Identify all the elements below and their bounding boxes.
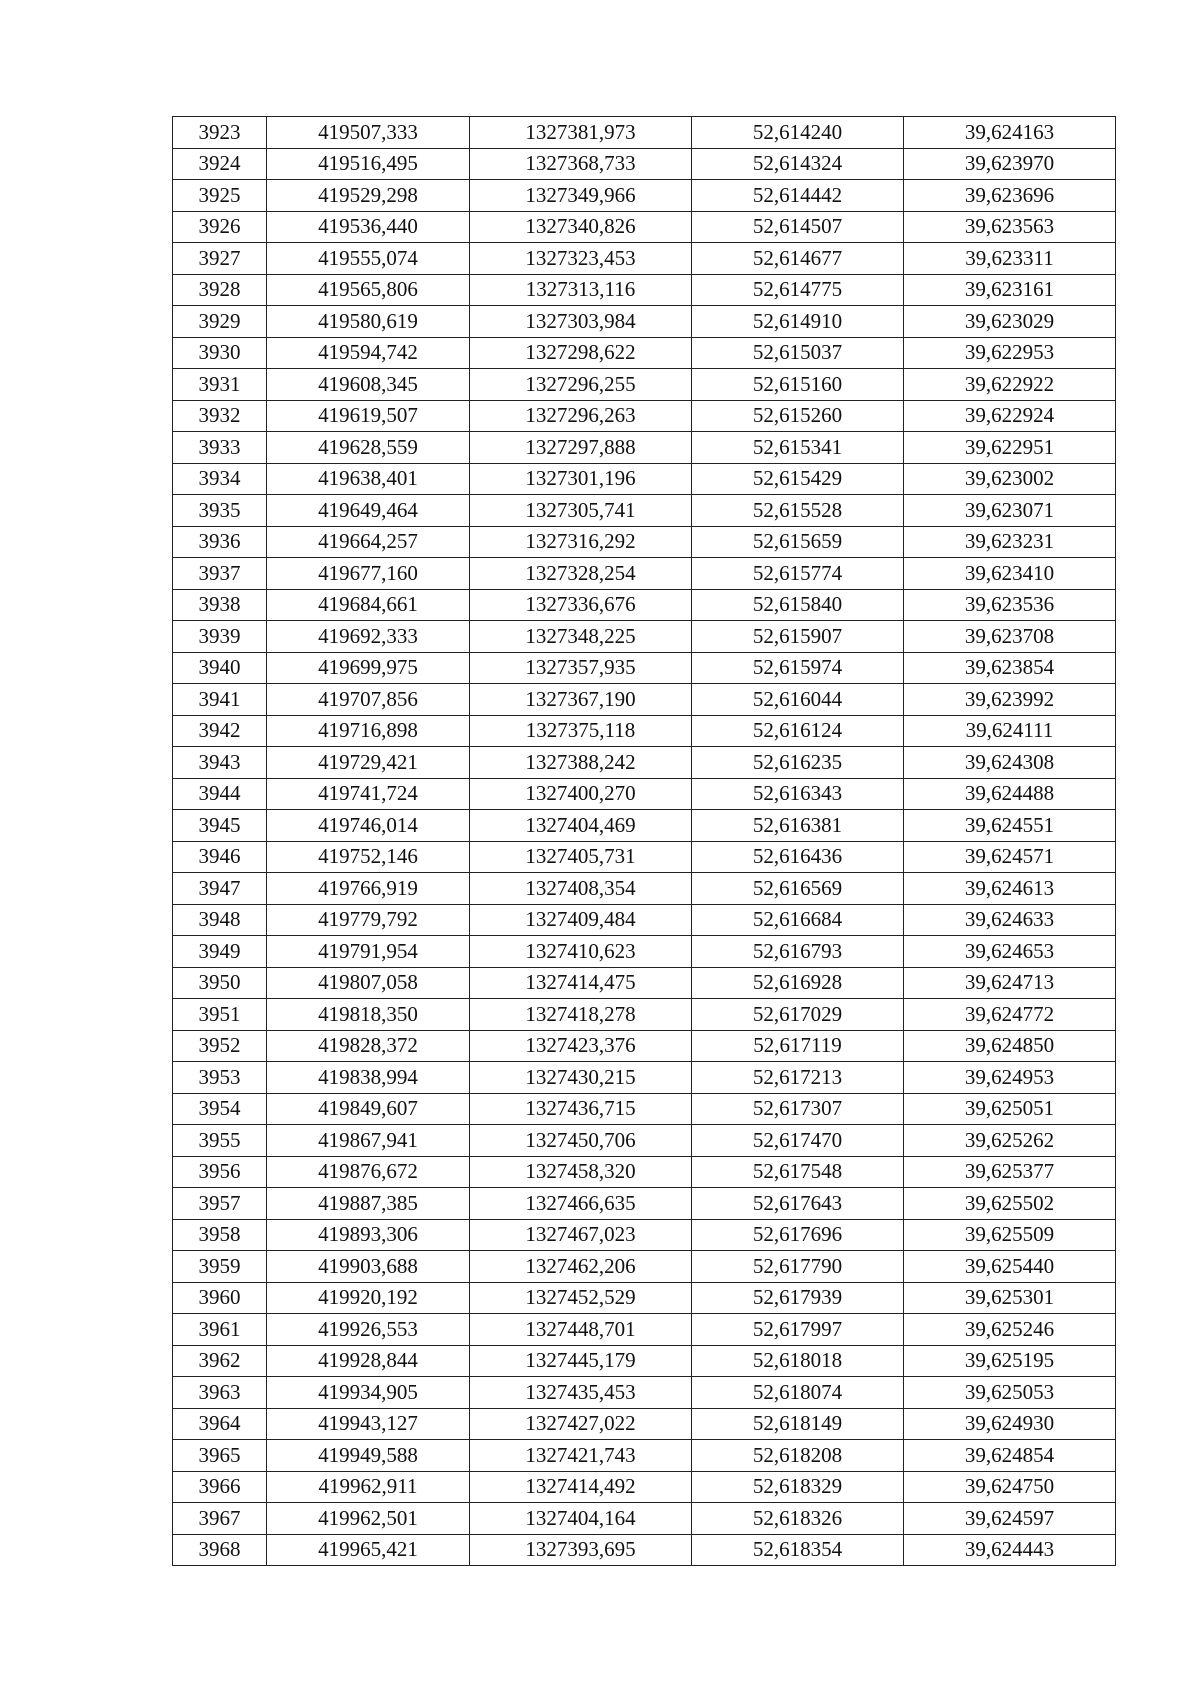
table-row	[173, 400, 1116, 432]
longitude-cell: 39,624571	[904, 841, 1116, 873]
x-coordinate-cell: 419594,742	[267, 337, 470, 369]
latitude-cell: 52,618018	[692, 1345, 904, 1377]
table-row	[173, 936, 1116, 968]
y-coordinate-cell: 1327348,225	[470, 621, 692, 653]
longitude-cell: 39,625262	[904, 1125, 1116, 1157]
table-row	[173, 1219, 1116, 1251]
y-coordinate-cell: 1327296,263	[470, 400, 692, 432]
table-row	[173, 715, 1116, 747]
latitude-cell: 52,615974	[692, 652, 904, 684]
x-coordinate-cell: 419928,844	[267, 1345, 470, 1377]
longitude-cell: 39,624111	[904, 715, 1116, 747]
y-coordinate-cell: 1327427,022	[470, 1408, 692, 1440]
point-number-cell: 3949	[173, 936, 267, 968]
point-number-cell: 3960	[173, 1282, 267, 1314]
longitude-cell: 39,623970	[904, 148, 1116, 180]
y-coordinate-cell: 1327414,492	[470, 1471, 692, 1503]
table-row	[173, 999, 1116, 1031]
x-coordinate-cell: 419791,954	[267, 936, 470, 968]
y-coordinate-cell: 1327388,242	[470, 747, 692, 779]
longitude-cell: 39,624930	[904, 1408, 1116, 1440]
x-coordinate-cell: 419516,495	[267, 148, 470, 180]
x-coordinate-cell: 419962,501	[267, 1503, 470, 1535]
point-number-cell: 3958	[173, 1219, 267, 1251]
longitude-cell: 39,625246	[904, 1314, 1116, 1346]
latitude-cell: 52,617790	[692, 1251, 904, 1283]
x-coordinate-cell: 419684,661	[267, 589, 470, 621]
longitude-cell: 39,625509	[904, 1219, 1116, 1251]
latitude-cell: 52,618149	[692, 1408, 904, 1440]
x-coordinate-cell: 419926,553	[267, 1314, 470, 1346]
table-row	[173, 526, 1116, 558]
longitude-cell: 39,623410	[904, 558, 1116, 590]
x-coordinate-cell: 419507,333	[267, 117, 470, 149]
point-number-cell: 3923	[173, 117, 267, 149]
table-row	[173, 369, 1116, 401]
x-coordinate-cell: 419920,192	[267, 1282, 470, 1314]
x-coordinate-cell: 419779,792	[267, 904, 470, 936]
longitude-cell: 39,623311	[904, 243, 1116, 275]
point-number-cell: 3956	[173, 1156, 267, 1188]
x-coordinate-cell: 419536,440	[267, 211, 470, 243]
y-coordinate-cell: 1327418,278	[470, 999, 692, 1031]
x-coordinate-cell: 419638,401	[267, 463, 470, 495]
point-number-cell: 3954	[173, 1093, 267, 1125]
longitude-cell: 39,622951	[904, 432, 1116, 464]
y-coordinate-cell: 1327368,733	[470, 148, 692, 180]
longitude-cell: 39,625195	[904, 1345, 1116, 1377]
latitude-cell: 52,617307	[692, 1093, 904, 1125]
latitude-cell: 52,616569	[692, 873, 904, 905]
point-number-cell: 3929	[173, 306, 267, 338]
latitude-cell: 52,616124	[692, 715, 904, 747]
latitude-cell: 52,616684	[692, 904, 904, 936]
latitude-cell: 52,615528	[692, 495, 904, 527]
table-row	[173, 306, 1116, 338]
coordinates-table-body	[173, 117, 1116, 1566]
point-number-cell: 3965	[173, 1440, 267, 1472]
y-coordinate-cell: 1327445,179	[470, 1345, 692, 1377]
point-number-cell: 3926	[173, 211, 267, 243]
longitude-cell: 39,623029	[904, 306, 1116, 338]
table-row	[173, 274, 1116, 306]
x-coordinate-cell: 419692,333	[267, 621, 470, 653]
x-coordinate-cell: 419838,994	[267, 1062, 470, 1094]
point-number-cell: 3940	[173, 652, 267, 684]
y-coordinate-cell: 1327375,118	[470, 715, 692, 747]
point-number-cell: 3957	[173, 1188, 267, 1220]
longitude-cell: 39,622953	[904, 337, 1116, 369]
x-coordinate-cell: 419949,588	[267, 1440, 470, 1472]
longitude-cell: 39,625051	[904, 1093, 1116, 1125]
y-coordinate-cell: 1327452,529	[470, 1282, 692, 1314]
x-coordinate-cell: 419752,146	[267, 841, 470, 873]
point-number-cell: 3961	[173, 1314, 267, 1346]
y-coordinate-cell: 1327313,116	[470, 274, 692, 306]
table-row	[173, 1377, 1116, 1409]
longitude-cell: 39,624713	[904, 967, 1116, 999]
x-coordinate-cell: 419934,905	[267, 1377, 470, 1409]
y-coordinate-cell: 1327393,695	[470, 1534, 692, 1566]
longitude-cell: 39,625440	[904, 1251, 1116, 1283]
table-row	[173, 841, 1116, 873]
latitude-cell: 52,618354	[692, 1534, 904, 1566]
latitude-cell: 52,618074	[692, 1377, 904, 1409]
y-coordinate-cell: 1327421,743	[470, 1440, 692, 1472]
longitude-cell: 39,625377	[904, 1156, 1116, 1188]
latitude-cell: 52,614240	[692, 117, 904, 149]
table-row	[173, 1188, 1116, 1220]
point-number-cell: 3941	[173, 684, 267, 716]
point-number-cell: 3927	[173, 243, 267, 275]
point-number-cell: 3951	[173, 999, 267, 1031]
x-coordinate-cell: 419529,298	[267, 180, 470, 212]
longitude-cell: 39,625301	[904, 1282, 1116, 1314]
x-coordinate-cell: 419664,257	[267, 526, 470, 558]
longitude-cell: 39,623002	[904, 463, 1116, 495]
point-number-cell: 3930	[173, 337, 267, 369]
y-coordinate-cell: 1327436,715	[470, 1093, 692, 1125]
table-row	[173, 1345, 1116, 1377]
longitude-cell: 39,624854	[904, 1440, 1116, 1472]
longitude-cell: 39,622924	[904, 400, 1116, 432]
y-coordinate-cell: 1327430,215	[470, 1062, 692, 1094]
y-coordinate-cell: 1327381,973	[470, 117, 692, 149]
point-number-cell: 3964	[173, 1408, 267, 1440]
table-row	[173, 180, 1116, 212]
table-row	[173, 1062, 1116, 1094]
point-number-cell: 3931	[173, 369, 267, 401]
latitude-cell: 52,617548	[692, 1156, 904, 1188]
y-coordinate-cell: 1327408,354	[470, 873, 692, 905]
point-number-cell: 3945	[173, 810, 267, 842]
point-number-cell: 3966	[173, 1471, 267, 1503]
x-coordinate-cell: 419746,014	[267, 810, 470, 842]
y-coordinate-cell: 1327296,255	[470, 369, 692, 401]
latitude-cell: 52,615774	[692, 558, 904, 590]
point-number-cell: 3967	[173, 1503, 267, 1535]
point-number-cell: 3968	[173, 1534, 267, 1566]
table-row	[173, 1125, 1116, 1157]
latitude-cell: 52,615840	[692, 589, 904, 621]
x-coordinate-cell: 419828,372	[267, 1030, 470, 1062]
table-row	[173, 621, 1116, 653]
latitude-cell: 52,615260	[692, 400, 904, 432]
table-row	[173, 967, 1116, 999]
latitude-cell: 52,617470	[692, 1125, 904, 1157]
table-row	[173, 1314, 1116, 1346]
table-row	[173, 1408, 1116, 1440]
table-row	[173, 652, 1116, 684]
latitude-cell: 52,616343	[692, 778, 904, 810]
x-coordinate-cell: 419565,806	[267, 274, 470, 306]
x-coordinate-cell: 419619,507	[267, 400, 470, 432]
y-coordinate-cell: 1327467,023	[470, 1219, 692, 1251]
x-coordinate-cell: 419649,464	[267, 495, 470, 527]
table-row	[173, 747, 1116, 779]
longitude-cell: 39,623161	[904, 274, 1116, 306]
latitude-cell: 52,616044	[692, 684, 904, 716]
point-number-cell: 3925	[173, 180, 267, 212]
point-number-cell: 3933	[173, 432, 267, 464]
latitude-cell: 52,614677	[692, 243, 904, 275]
point-number-cell: 3938	[173, 589, 267, 621]
point-number-cell: 3943	[173, 747, 267, 779]
x-coordinate-cell: 419893,306	[267, 1219, 470, 1251]
y-coordinate-cell: 1327316,292	[470, 526, 692, 558]
longitude-cell: 39,625053	[904, 1377, 1116, 1409]
table-row	[173, 778, 1116, 810]
latitude-cell: 52,615907	[692, 621, 904, 653]
y-coordinate-cell: 1327349,966	[470, 180, 692, 212]
y-coordinate-cell: 1327414,475	[470, 967, 692, 999]
y-coordinate-cell: 1327336,676	[470, 589, 692, 621]
x-coordinate-cell: 419699,975	[267, 652, 470, 684]
latitude-cell: 52,618208	[692, 1440, 904, 1472]
table-row	[173, 1282, 1116, 1314]
x-coordinate-cell: 419766,919	[267, 873, 470, 905]
longitude-cell: 39,624613	[904, 873, 1116, 905]
table-row	[173, 148, 1116, 180]
point-number-cell: 3952	[173, 1030, 267, 1062]
latitude-cell: 52,617997	[692, 1314, 904, 1346]
table-row	[173, 1156, 1116, 1188]
latitude-cell: 52,615341	[692, 432, 904, 464]
latitude-cell: 52,616928	[692, 967, 904, 999]
longitude-cell: 39,623231	[904, 526, 1116, 558]
point-number-cell: 3950	[173, 967, 267, 999]
y-coordinate-cell: 1327458,320	[470, 1156, 692, 1188]
point-number-cell: 3946	[173, 841, 267, 873]
longitude-cell: 39,624551	[904, 810, 1116, 842]
table-row	[173, 337, 1116, 369]
longitude-cell: 39,623071	[904, 495, 1116, 527]
longitude-cell: 39,624443	[904, 1534, 1116, 1566]
y-coordinate-cell: 1327405,731	[470, 841, 692, 873]
table-row	[173, 810, 1116, 842]
y-coordinate-cell: 1327301,196	[470, 463, 692, 495]
x-coordinate-cell: 419887,385	[267, 1188, 470, 1220]
y-coordinate-cell: 1327340,826	[470, 211, 692, 243]
table-row	[173, 1251, 1116, 1283]
latitude-cell: 52,617696	[692, 1219, 904, 1251]
y-coordinate-cell: 1327298,622	[470, 337, 692, 369]
table-row	[173, 1534, 1116, 1566]
longitude-cell: 39,624953	[904, 1062, 1116, 1094]
longitude-cell: 39,623854	[904, 652, 1116, 684]
y-coordinate-cell: 1327435,453	[470, 1377, 692, 1409]
y-coordinate-cell: 1327297,888	[470, 432, 692, 464]
y-coordinate-cell: 1327409,484	[470, 904, 692, 936]
x-coordinate-cell: 419555,074	[267, 243, 470, 275]
longitude-cell: 39,623536	[904, 589, 1116, 621]
x-coordinate-cell: 419707,856	[267, 684, 470, 716]
point-number-cell: 3936	[173, 526, 267, 558]
latitude-cell: 52,614442	[692, 180, 904, 212]
latitude-cell: 52,615659	[692, 526, 904, 558]
longitude-cell: 39,624633	[904, 904, 1116, 936]
y-coordinate-cell: 1327323,453	[470, 243, 692, 275]
table-row	[173, 463, 1116, 495]
y-coordinate-cell: 1327404,469	[470, 810, 692, 842]
longitude-cell: 39,625502	[904, 1188, 1116, 1220]
x-coordinate-cell: 419965,421	[267, 1534, 470, 1566]
table-row	[173, 243, 1116, 275]
table-row	[173, 904, 1116, 936]
point-number-cell: 3924	[173, 148, 267, 180]
longitude-cell: 39,624850	[904, 1030, 1116, 1062]
y-coordinate-cell: 1327423,376	[470, 1030, 692, 1062]
latitude-cell: 52,617643	[692, 1188, 904, 1220]
longitude-cell: 39,623708	[904, 621, 1116, 653]
y-coordinate-cell: 1327303,984	[470, 306, 692, 338]
y-coordinate-cell: 1327462,206	[470, 1251, 692, 1283]
latitude-cell: 52,616381	[692, 810, 904, 842]
longitude-cell: 39,623696	[904, 180, 1116, 212]
latitude-cell: 52,617029	[692, 999, 904, 1031]
longitude-cell: 39,624750	[904, 1471, 1116, 1503]
table-row	[173, 684, 1116, 716]
latitude-cell: 52,615429	[692, 463, 904, 495]
latitude-cell: 52,615037	[692, 337, 904, 369]
x-coordinate-cell: 419580,619	[267, 306, 470, 338]
longitude-cell: 39,624653	[904, 936, 1116, 968]
longitude-cell: 39,624163	[904, 117, 1116, 149]
table-row	[173, 1030, 1116, 1062]
x-coordinate-cell: 419628,559	[267, 432, 470, 464]
point-number-cell: 3963	[173, 1377, 267, 1409]
point-number-cell: 3962	[173, 1345, 267, 1377]
table-row	[173, 1440, 1116, 1472]
latitude-cell: 52,614507	[692, 211, 904, 243]
x-coordinate-cell: 419729,421	[267, 747, 470, 779]
y-coordinate-cell: 1327357,935	[470, 652, 692, 684]
x-coordinate-cell: 419903,688	[267, 1251, 470, 1283]
latitude-cell: 52,615160	[692, 369, 904, 401]
point-number-cell: 3939	[173, 621, 267, 653]
latitude-cell: 52,618329	[692, 1471, 904, 1503]
latitude-cell: 52,616235	[692, 747, 904, 779]
point-number-cell: 3944	[173, 778, 267, 810]
longitude-cell: 39,622922	[904, 369, 1116, 401]
table-row	[173, 1471, 1116, 1503]
y-coordinate-cell: 1327404,164	[470, 1503, 692, 1535]
latitude-cell: 52,618326	[692, 1503, 904, 1535]
x-coordinate-cell: 419943,127	[267, 1408, 470, 1440]
table-row	[173, 495, 1116, 527]
x-coordinate-cell: 419741,724	[267, 778, 470, 810]
table-row	[173, 1503, 1116, 1535]
table-row	[173, 211, 1116, 243]
x-coordinate-cell: 419962,911	[267, 1471, 470, 1503]
y-coordinate-cell: 1327400,270	[470, 778, 692, 810]
point-number-cell: 3932	[173, 400, 267, 432]
x-coordinate-cell: 419716,898	[267, 715, 470, 747]
latitude-cell: 52,617119	[692, 1030, 904, 1062]
point-number-cell: 3942	[173, 715, 267, 747]
point-number-cell: 3948	[173, 904, 267, 936]
point-number-cell: 3937	[173, 558, 267, 590]
point-number-cell: 3928	[173, 274, 267, 306]
x-coordinate-cell: 419677,160	[267, 558, 470, 590]
x-coordinate-cell: 419849,607	[267, 1093, 470, 1125]
point-number-cell: 3934	[173, 463, 267, 495]
x-coordinate-cell: 419818,350	[267, 999, 470, 1031]
latitude-cell: 52,614324	[692, 148, 904, 180]
longitude-cell: 39,623992	[904, 684, 1116, 716]
longitude-cell: 39,624488	[904, 778, 1116, 810]
y-coordinate-cell: 1327305,741	[470, 495, 692, 527]
point-number-cell: 3947	[173, 873, 267, 905]
latitude-cell: 52,616436	[692, 841, 904, 873]
coordinates-table	[172, 116, 1116, 1566]
y-coordinate-cell: 1327450,706	[470, 1125, 692, 1157]
table-row	[173, 558, 1116, 590]
point-number-cell: 3953	[173, 1062, 267, 1094]
x-coordinate-cell: 419876,672	[267, 1156, 470, 1188]
x-coordinate-cell: 419608,345	[267, 369, 470, 401]
latitude-cell: 52,614910	[692, 306, 904, 338]
table-row	[173, 1093, 1116, 1125]
point-number-cell: 3959	[173, 1251, 267, 1283]
latitude-cell: 52,614775	[692, 274, 904, 306]
longitude-cell: 39,624597	[904, 1503, 1116, 1535]
table-row	[173, 117, 1116, 149]
x-coordinate-cell: 419807,058	[267, 967, 470, 999]
y-coordinate-cell: 1327328,254	[470, 558, 692, 590]
y-coordinate-cell: 1327410,623	[470, 936, 692, 968]
longitude-cell: 39,624308	[904, 747, 1116, 779]
y-coordinate-cell: 1327448,701	[470, 1314, 692, 1346]
y-coordinate-cell: 1327466,635	[470, 1188, 692, 1220]
longitude-cell: 39,624772	[904, 999, 1116, 1031]
latitude-cell: 52,616793	[692, 936, 904, 968]
table-row	[173, 589, 1116, 621]
latitude-cell: 52,617213	[692, 1062, 904, 1094]
y-coordinate-cell: 1327367,190	[470, 684, 692, 716]
table-row	[173, 873, 1116, 905]
point-number-cell: 3935	[173, 495, 267, 527]
x-coordinate-cell: 419867,941	[267, 1125, 470, 1157]
latitude-cell: 52,617939	[692, 1282, 904, 1314]
longitude-cell: 39,623563	[904, 211, 1116, 243]
table-row	[173, 432, 1116, 464]
point-number-cell: 3955	[173, 1125, 267, 1157]
